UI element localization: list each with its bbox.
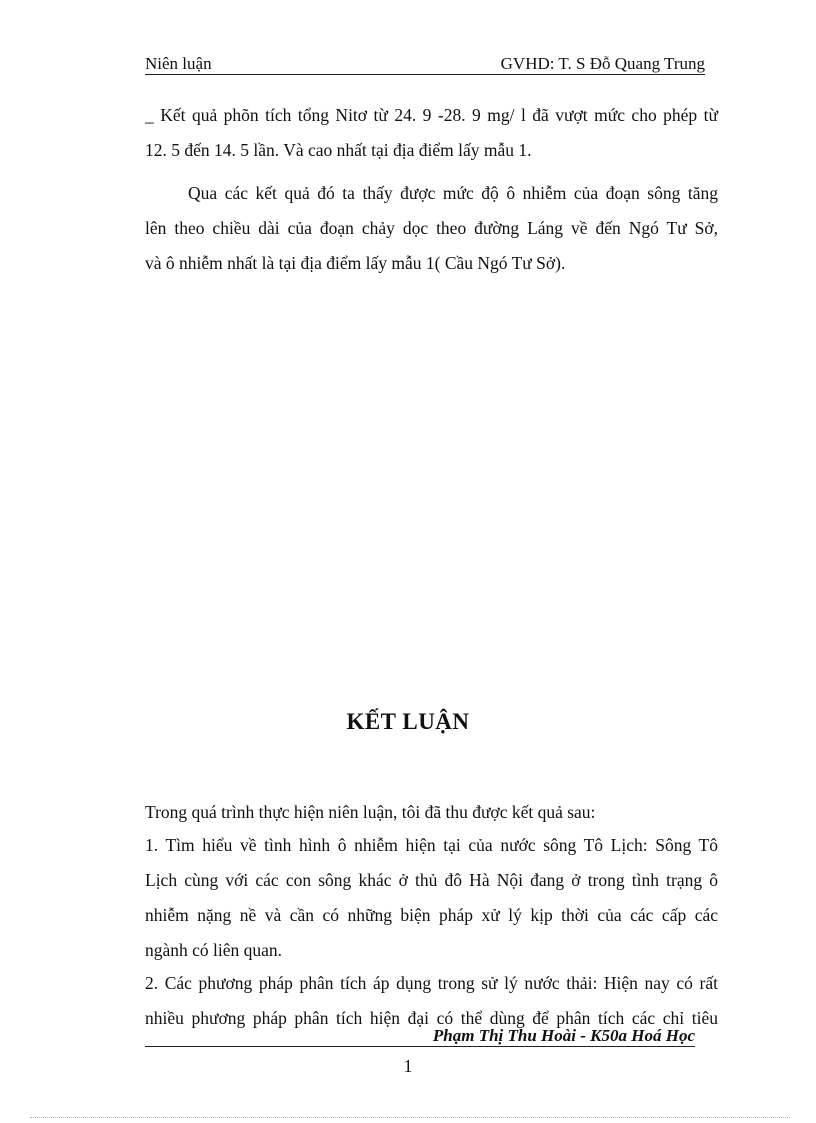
conclusion-item-1 — [145, 828, 718, 968]
paragraph-line: Trong quá trình thực hiện niên luận, tôi đã thu được kết quả sau: — [145, 802, 596, 822]
conclusion-intro — [145, 795, 718, 830]
paragraph-nitrogen-result — [145, 98, 718, 168]
paragraph-line: nhiều phương pháp phân tích hiện đại có thể dùng để phân tích các chỉ tiêu — [145, 1008, 718, 1028]
paragraph-line: 1. Tìm hiểu về tình hình ô nhiễm hiện tại của nước sông Tô Lịch: Sông Tô — [145, 835, 718, 855]
paragraph-line: lên theo chiều dài của đoạn chảy dọc theo đường Láng về đến Ngó Tư Sở, — [145, 218, 718, 238]
paragraph-line: nhiễm nặng nề và cần có những biện pháp xử lý kịp thời của các cấp các — [145, 905, 718, 925]
paragraph-line: _ Kết quả phõn tích tổng Nitơ từ 24. 9 -28. 9 mg/ l đã vượt mức cho phép từ — [145, 105, 718, 125]
header-supervisor: GVHD: T. S Đỗ Quang Trung — [500, 54, 705, 73]
paragraph-pollution-summary — [145, 176, 718, 281]
footer-divider — [145, 1046, 695, 1047]
footer-author: Phạm Thị Thu Hoài - K50a Hoá Học — [432, 1026, 695, 1045]
paragraph-line: Qua các kết quả đó ta thấy được mức độ ô nhiễm của đoạn sông tăng — [188, 183, 718, 203]
section-title: KẾT LUẬN — [346, 709, 470, 734]
paragraph-line: 2. Các phương pháp phân tích áp dụng trong sử lý nước thải: Hiện nay có rất — [145, 973, 718, 993]
paragraph-line: 12. 5 đến 14. 5 lần. Và cao nhất tại địa điểm lấy mẫu 1. — [145, 140, 532, 160]
page-number: 1 — [403, 1056, 413, 1076]
paragraph-line: Lịch cùng với các con sông khác ở thủ đô Hà Nội đang ở trong tình trạng ô — [145, 870, 718, 890]
page-header — [145, 54, 705, 75]
paragraph-line: ngành có liên quan. — [145, 940, 283, 960]
paragraph-line: và ô nhiễm nhất là tại địa điểm lấy mẫu 1( Cầu Ngó Tư Sở). — [145, 253, 566, 273]
page-edge-divider — [30, 1117, 790, 1118]
header-left-title: Niên luận — [145, 54, 212, 73]
